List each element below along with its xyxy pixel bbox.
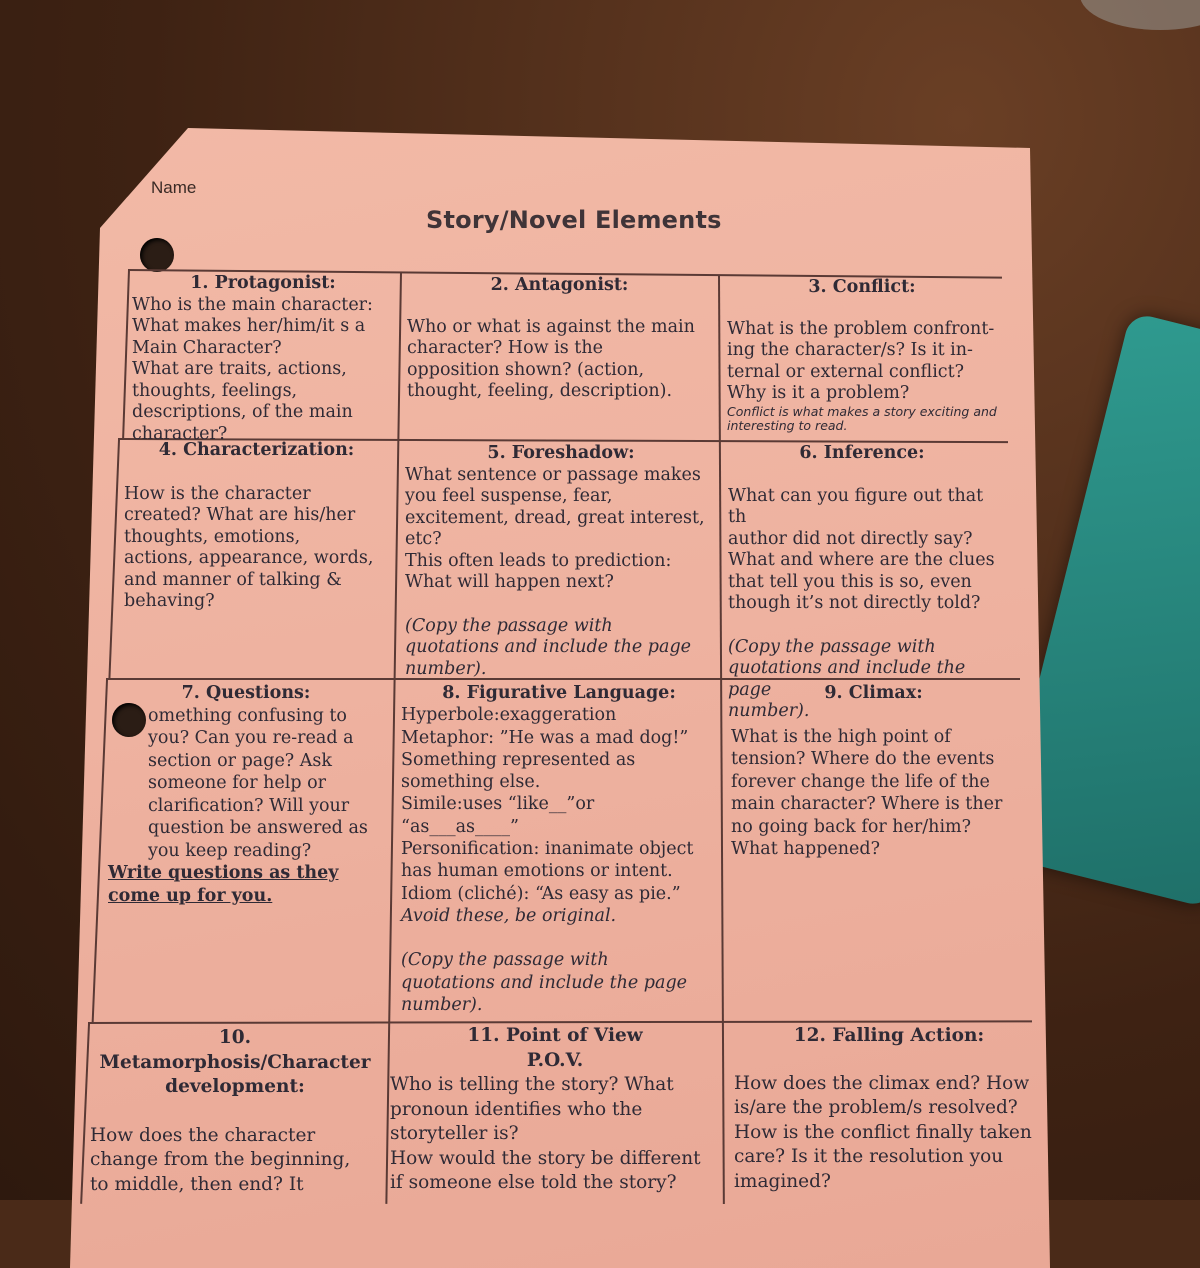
cell-metamorphosis bbox=[90, 1026, 380, 1197]
cell-protagonist bbox=[132, 273, 394, 445]
cell-body: Who is the main character: What makes her/him/it s a Main Character? What are traits, actions, thoughts, feelings, descriptions, of the main character? bbox=[132, 294, 373, 444]
cell-body: Who or what is against the main character? How is the opposition shown? (action, thought, feeling, description). bbox=[407, 316, 695, 401]
cell-questions bbox=[108, 682, 384, 907]
cell-heading: 11. Point of View P.O.V. bbox=[467, 1025, 643, 1071]
cell-heading: 5. Foreshadow: bbox=[487, 443, 635, 463]
cell-heading: 2. Antagonist: bbox=[490, 275, 629, 295]
cell-heading: 12. Falling Action: bbox=[793, 1025, 985, 1046]
cell-antagonist bbox=[407, 275, 712, 403]
cell-conflict bbox=[727, 277, 997, 433]
cell-heading: 1. Protagonist: bbox=[190, 273, 336, 293]
cell-body: Who is telling the story? What pronoun identifies who the storyteller is? How would the story be different if someone else told the story? bbox=[390, 1074, 701, 1193]
cell-body: What is the problem confront- ing the character/s? Is it in- ternal or external conflict? Why is it a problem? bbox=[727, 318, 995, 403]
cell-point-of-view bbox=[390, 1024, 720, 1196]
cell-avoid-note: Avoid these, be original. bbox=[401, 905, 617, 926]
cell-characterization bbox=[124, 440, 389, 613]
cell-heading: 4. Characterization: bbox=[158, 440, 355, 460]
cell-foreshadow bbox=[405, 443, 717, 680]
name-label: Name bbox=[151, 178, 197, 197]
cell-heading: 7. Questions: bbox=[181, 683, 311, 703]
cell-emphasis: Write questions as they come up for you. bbox=[108, 863, 339, 906]
cell-heading: 9. Climax: bbox=[824, 683, 923, 703]
cell-heading: 3. Conflict: bbox=[808, 277, 916, 297]
cell-body: How does the climax end? How is/are the problem/s resolved? How is the conflict finally taken care? Is it the resolution you imagined? bbox=[734, 1072, 1032, 1192]
cell-figurative-language bbox=[401, 682, 717, 1016]
cell-body: What is the high point of tension? Where do the events forever change the life of the main character? Where is ther no going back for her/him? What happened? bbox=[731, 726, 1003, 859]
cell-instruction: (Copy the passage with quotations and include the page number). bbox=[405, 615, 691, 679]
cell-heading: 10. Metamorphosis/Character development: bbox=[99, 1027, 371, 1097]
cell-body: What can you figure out that th author did not directly say? What and where are the clues that tell you this is so, even though it’s not directly told? bbox=[728, 485, 995, 613]
cell-body: Hyperbole:exaggeration Metaphor: ”He was a mad dog!” Something represented as something else. Simile:uses “like__”or “as___as____” Personification: inanimate object has human emotions or intent. Idiom (cliché): “As easy as pie.” bbox=[401, 705, 694, 904]
punch-hole-middle bbox=[112, 703, 146, 737]
cell-heading: 8. Figurative Language: bbox=[442, 683, 676, 703]
cell-instruction: (Copy the passage with quotations and include the page number). bbox=[401, 950, 687, 1015]
punch-hole-top bbox=[140, 238, 174, 272]
page-title: Story/Novel Elements bbox=[426, 206, 722, 234]
cell-heading: 6. Inference: bbox=[799, 443, 925, 463]
cell-body: What sentence or passage makes you feel suspense, fear, excitement, dread, great interest, etc? This often leads to prediction: What will happen next? bbox=[405, 464, 705, 592]
cell-body: How is the character created? What are his/her thoughts, emotions, actions, appearance, words, and manner of talking & behaving? bbox=[124, 483, 374, 611]
cell-falling-action bbox=[734, 1024, 1044, 1200]
cell-inference bbox=[728, 443, 996, 723]
cell-body: How does the character change from the beginning, to middle, then end? It bbox=[90, 1124, 351, 1195]
cell-climax bbox=[731, 682, 1016, 861]
cell-body: omething confusing to you? Can you re-read a section or page? Ask someone for help or clarification? Will your question be answered as you keep reading? bbox=[148, 705, 368, 861]
cell-instruction: (Copy the passage with quotations and include the page number). bbox=[728, 636, 966, 721]
cell-note: Conflict is what makes a story exciting and interesting to read. bbox=[727, 403, 997, 433]
